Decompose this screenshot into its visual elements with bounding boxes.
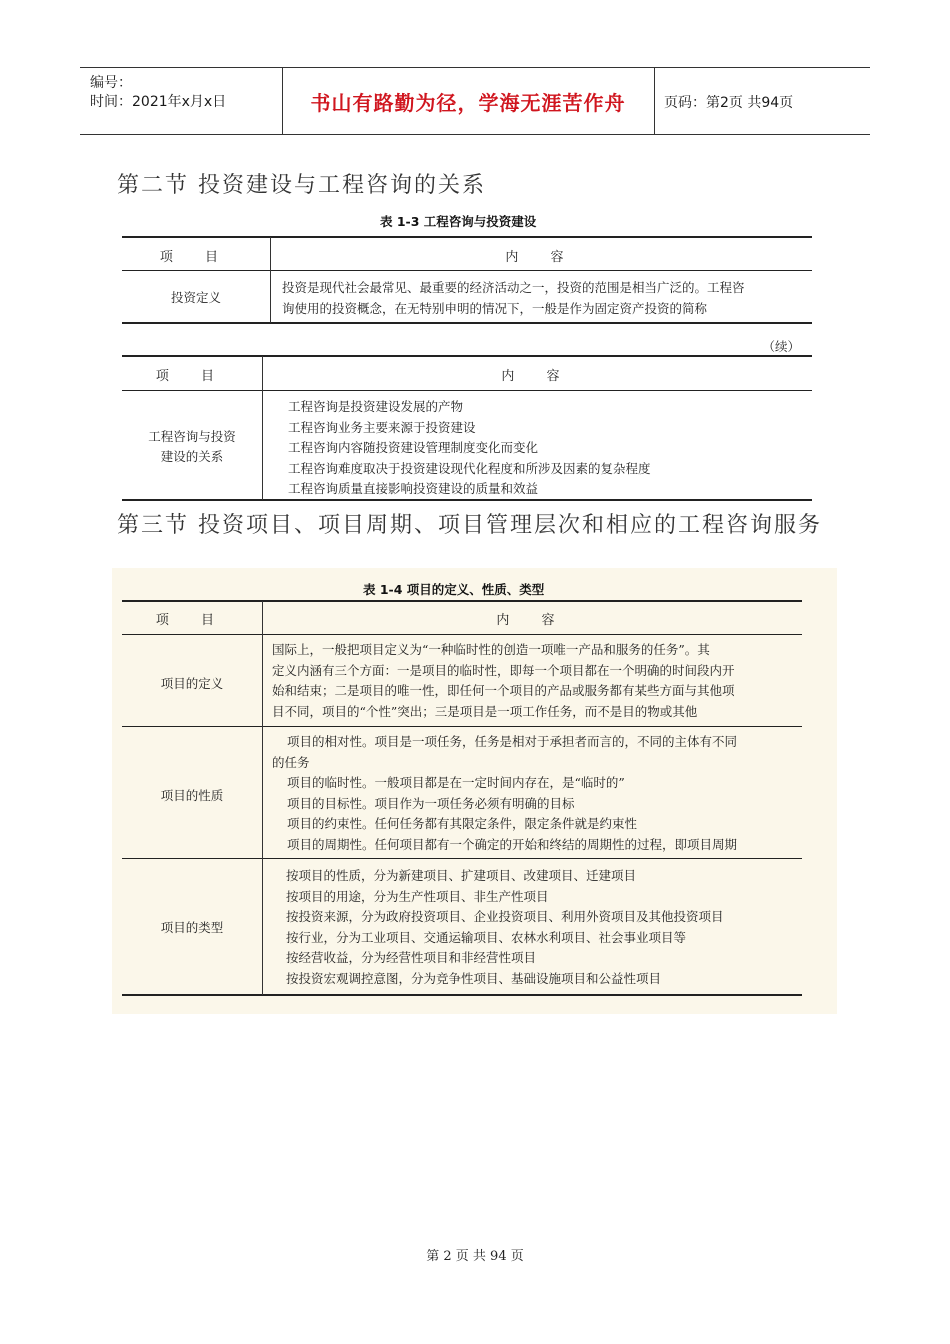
row-content xyxy=(286,866,724,989)
content-line: 项目的周期性。任何项目都有一个确定的开始和终结的周期性的过程，即项目周期 xyxy=(287,836,738,852)
table-rule xyxy=(122,726,802,727)
content-line: 项目的相对性。项目是一项任务，任务是相对于承担者而言的，不同的主体有不同 xyxy=(287,734,738,749)
table-1-4 xyxy=(122,598,802,998)
content-line: 按经营收益，分为经营性项目和非经营性项目 xyxy=(286,950,537,965)
row-label-line: 建设的关系 xyxy=(160,449,224,464)
header-meta xyxy=(80,68,283,134)
table-rule xyxy=(122,270,812,271)
col-header-item: 项 目 xyxy=(159,250,233,265)
content-line: 询使用的投资概念，在无特别申明的情况下，一般是作为固定资产投资的简称 xyxy=(282,300,708,316)
col-header-item: 项 目 xyxy=(155,369,229,384)
row-label-line: 工程咨询与投资 xyxy=(148,429,236,444)
row-label: 项目的类型 xyxy=(160,920,224,935)
table-rule xyxy=(122,858,802,859)
section-title: 第三节 投资项目、项目周期、项目管理层次和相应的工程咨询服务 xyxy=(117,513,822,538)
col-header-content: 内 容 xyxy=(496,613,569,628)
table-rule xyxy=(122,355,812,357)
table-rule xyxy=(122,322,812,324)
row-label: 投资定义 xyxy=(170,290,221,305)
content-line: 按项目的用途，分为生产性项目、非生产性项目 xyxy=(286,888,549,904)
col-header-content: 内 容 xyxy=(501,369,574,384)
table-rule xyxy=(122,994,802,996)
col-header-item: 项 目 xyxy=(155,613,229,628)
row-content xyxy=(272,640,735,722)
date-label: 时间：2021年x月x日 xyxy=(90,94,227,110)
row-content xyxy=(288,397,651,500)
row-content xyxy=(272,732,737,855)
section-title: 第二节 投资建设与工程咨询的关系 xyxy=(117,173,486,198)
table-rule xyxy=(122,600,802,602)
row-label xyxy=(122,427,262,467)
table-caption: 表 1-3 工程咨询与投资建设 xyxy=(380,214,537,229)
content-line: 工程咨询难度取决于投资建设现代化程度和所涉及因素的复杂程度 xyxy=(288,460,651,476)
content-line: 工程咨询是投资建设发展的产物 xyxy=(288,399,464,414)
content-line: 目不同，项目的“个性”突出；三是项目是一项工作任务，而不是目的物或其他 xyxy=(272,703,698,719)
page-info: 页码：第2页 共94页 xyxy=(664,95,794,111)
table-rule xyxy=(122,390,812,391)
content-line: 工程咨询业务主要来源于投资建设 xyxy=(288,419,476,435)
row-label: 项目的定义 xyxy=(160,676,224,691)
content-line: 按投资宏观调控意图，分为竞争性项目、基础设施项目和公益性项目 xyxy=(286,970,662,986)
row-label: 项目的性质 xyxy=(160,788,224,803)
number-label: 编号： xyxy=(90,75,132,91)
page-header xyxy=(80,67,870,135)
content-line: 的任务 xyxy=(272,754,310,770)
content-line: 按项目的性质，分为新建项目、扩建项目、改建项目、迁建项目 xyxy=(286,868,637,883)
table-1-3 xyxy=(122,232,812,326)
content-line: 项目的临时性。一般项目都是在一定时间内存在，是“临时的” xyxy=(287,775,625,790)
continued-label: （续） xyxy=(762,339,800,354)
content-line: 国际上，一般把项目定义为“一种临时性的创造一项唯一产品和服务的任务”。其 xyxy=(272,642,710,657)
content-line: 项目的目标性。项目作为一项任务必须有明确的目标 xyxy=(287,795,575,811)
content-line: 按投资来源，分为政府投资项目、企业投资项目、利用外资项目及其他投资项目 xyxy=(286,909,724,924)
page-footer: 第 2 页 共 94 页 xyxy=(426,1249,524,1264)
table-caption: 表 1-4 项目的定义、性质、类型 xyxy=(363,582,545,597)
row-content xyxy=(282,278,745,319)
content-line: 投资是现代社会最常见、最重要的经济活动之一，投资的范围是相当广泛的。工程咨 xyxy=(282,280,745,295)
content-line: 项目的约束性。任何任务都有其限定条件，限定条件就是约束性 xyxy=(287,816,638,831)
content-line: 工程咨询质量直接影响投资建设的质量和效益 xyxy=(288,481,539,496)
col-header-content: 内 容 xyxy=(505,250,578,265)
table-divider xyxy=(262,601,263,995)
content-line: 定义内涵有三个方面：一是项目的临时性，即每一个项目都在一个明确的时间段内开 xyxy=(272,662,735,678)
content-line: 按行业，分为工业项目、交通运输项目、农林水利项目、社会事业项目等 xyxy=(286,929,687,945)
table-rule xyxy=(122,236,812,238)
content-line: 工程咨询内容随投资建设管理制度变化而变化 xyxy=(288,440,539,455)
table-1-3-continued xyxy=(122,339,812,501)
motto: 书山有路勤为径，学海无涯苦作舟 xyxy=(282,68,655,134)
content-line: 始和结束；二是项目的唯一性，即任何一个项目的产品或服务都有某些方面与其他项 xyxy=(272,683,735,698)
table-rule xyxy=(122,634,802,635)
